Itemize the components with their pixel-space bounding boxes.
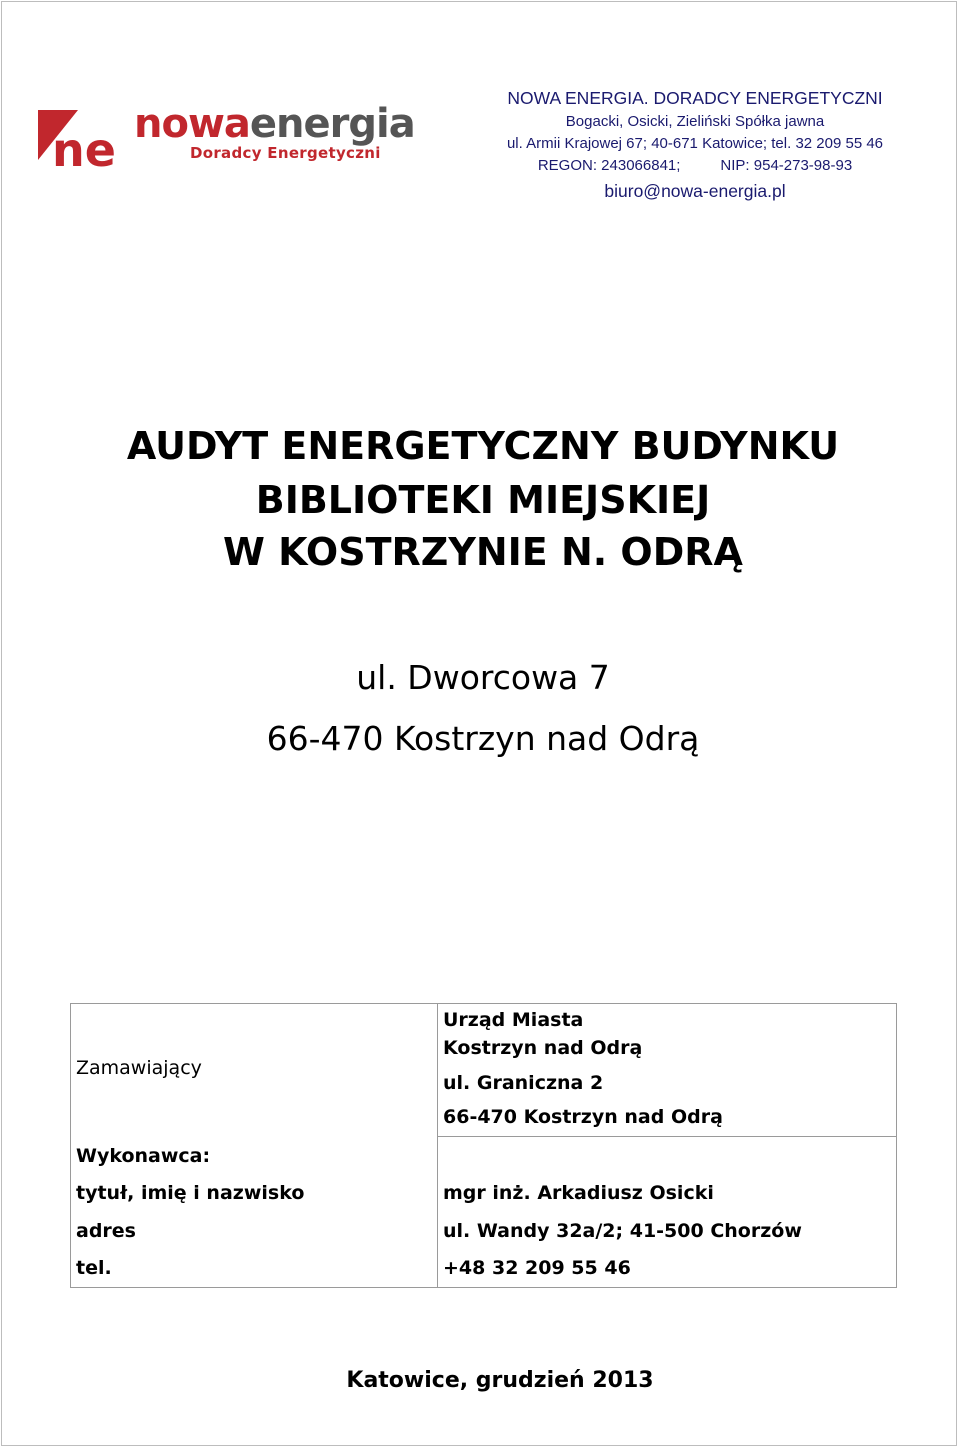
contractor-address-label: adres [76, 1220, 136, 1242]
client-street: ul. Graniczna 2 [443, 1072, 604, 1094]
client-label: Zamawiający [76, 1057, 202, 1079]
building-city: 66-470 Kostrzyn nad Odrą [266, 719, 700, 758]
logo-word-nowa: nowa [134, 101, 250, 147]
contractor-name-label: tytuł, imię i nazwisko [76, 1182, 305, 1204]
company-regon: REGON: 243066841; [537, 157, 681, 174]
title-line-2: BIBLIOTEKI MIEJSKIEJ [255, 478, 711, 522]
logo-mark [38, 104, 130, 172]
place-and-date: Katowice, grudzień 2013 [346, 1368, 654, 1393]
title-line-1: AUDYT ENERGETYCZNY BUDYNKU [126, 424, 840, 468]
company-ids [440, 155, 950, 177]
client-name-line-1: Urząd Miasta [443, 1009, 584, 1031]
company-nip: NIP: 954-273-98-93 [720, 157, 853, 174]
contractor-label: Wykonawca: [76, 1145, 211, 1167]
contractor-tel-value: +48 32 209 55 46 [443, 1257, 631, 1279]
client-name-line-2: Kostrzyn nad Odrą [443, 1037, 643, 1059]
logo-mark-text: ne [52, 123, 116, 172]
contractor-address-value: ul. Wandy 32a/2; 41-500 Chorzów [443, 1220, 802, 1242]
contractor-name-value: mgr inż. Arkadiusz Osicki [443, 1182, 714, 1204]
company-name: NOWA ENERGIA. DORADCY ENERGETYCZNI [507, 88, 883, 108]
logo-word-energia: energia [249, 101, 415, 147]
logo-tagline: Doradcy Energetyczni [190, 144, 381, 162]
table-divider-vertical [437, 1004, 438, 1287]
company-header [440, 86, 950, 204]
client-city: 66-470 Kostrzyn nad Odrą [443, 1106, 723, 1128]
company-logo [38, 101, 415, 174]
info-table [70, 1003, 897, 1288]
building-street: ul. Dworcowa 7 [356, 658, 610, 697]
contractor-tel-label: tel. [76, 1257, 112, 1279]
company-address: ul. Armii Krajowej 67; 40-671 Katowice; tel. 32 209 55 46 [506, 135, 884, 152]
table-divider-horizontal [437, 1136, 896, 1137]
company-partners: Bogacki, Osicki, Zieliński Spółka jawna [565, 113, 825, 130]
logo-wordmark [134, 101, 415, 147]
title-line-3: W KOSTRZYNIE N. ODRĄ [223, 530, 743, 574]
company-email[interactable]: biuro@nowa-energia.pl [604, 181, 786, 201]
